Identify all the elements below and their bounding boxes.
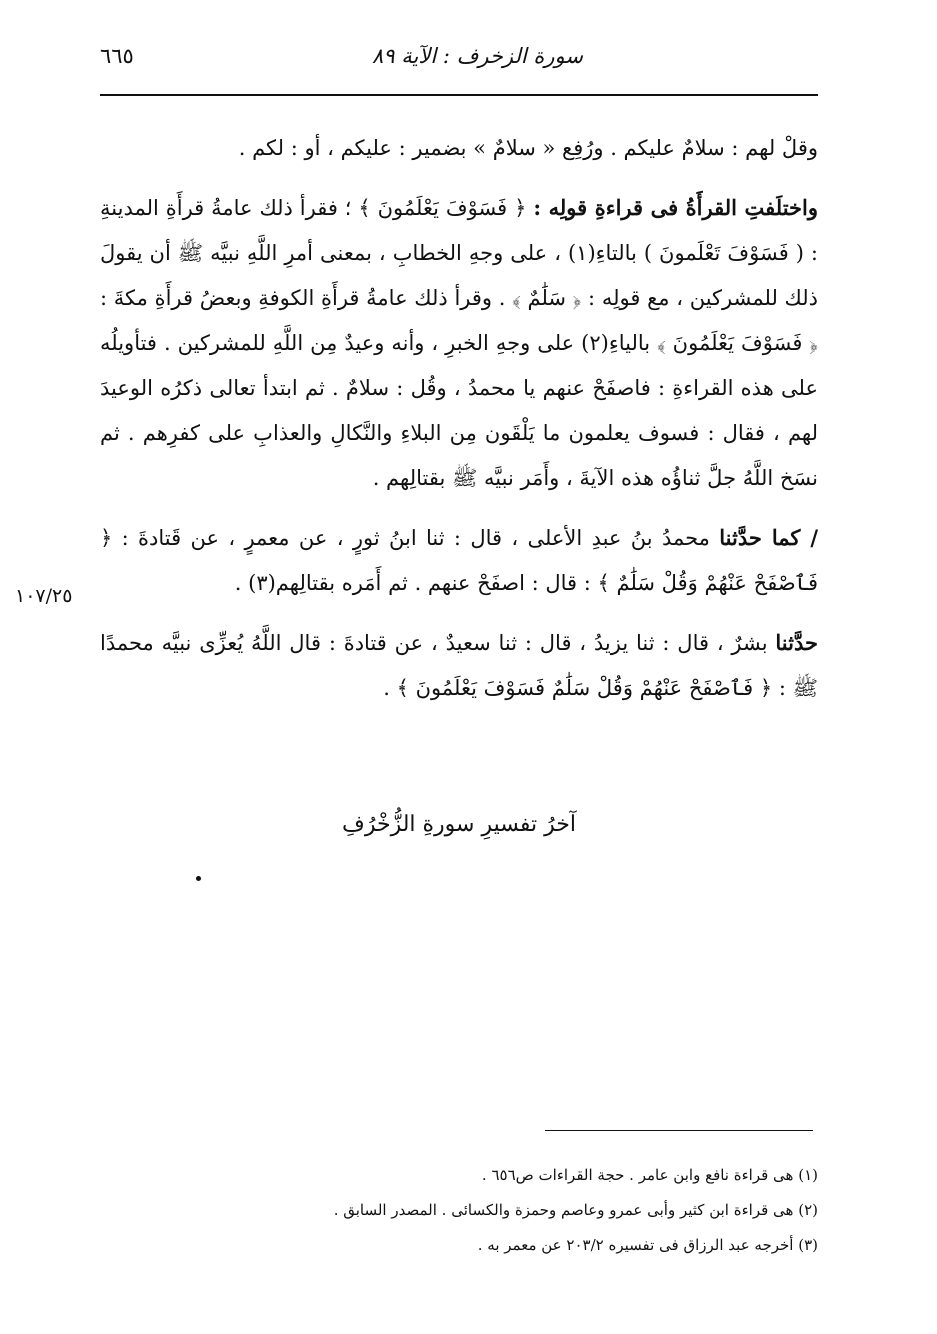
paragraph-lead: / كما حدَّثنا	[719, 525, 818, 550]
paragraph-text: ﴿ فَسَوْفَ يَعْلَمُونَ ﴾ ؛ فقرأ ذلك عامةُ قرأَةِ المدينةِ : ( فَسَوْفَ تَعْلَمونَ ) بالتاءِ(١) ، على وجهِ الخطابِ ، بمعنى أمرِ اللَّهِ نبيَّه ﷺ أن يقولَ ذلك للمشركين ، مع قولِه : ﴿ سَلَٰمٌ ﴾ . وقرأ ذلك عامةُ قرأَةِ الكوفةِ وبعضُ قرأَةِ مكةَ : ﴿ فَسَوْفَ يَعْلَمُونَ ﴾ بالياءِ(٢) على وجهِ الخبرِ ، وأنه وعيدٌ مِن اللَّهِ للمشركين . فتأويلُه على هذه القراءةِ : فاصفَحْ عنهم يا محمدُ ، وقُل : سلامٌ . ثم ابتدأ تعالى ذكرُه الوعيدَ لهم ، فقال : فسوف يعلمون ما يَلْقَون مِن البلاءِ والنَّكالِ والعذابِ على كفرِهم . ثم نسَخ اللَّهُ جلَّ ثناؤُه هذه الآيةَ ، وأَمَر نبيَّه ﷺ بقتالِهم .	[100, 196, 818, 490]
header-rule	[100, 94, 818, 96]
main-text	[100, 125, 818, 711]
paragraph-lead: واختلَفتِ القرأَةُ فى قراءةِ قولِه :	[533, 195, 818, 220]
footnote: (١) هى قراءة نافع وابن عامر . حجة القراءات ص٦٥٦ .	[481, 1166, 818, 1184]
footnote-rule	[545, 1130, 813, 1131]
closing-line: آخرُ تفسيرِ سورةِ الزُّخْرُفِ	[342, 812, 576, 837]
paragraph	[100, 515, 818, 606]
footnote: (٣) أخرجه عبد الرزاق فى تفسيره ٢٠٣/٢ عن معمر به .	[477, 1236, 818, 1254]
running-title: سورة الزخرف : الآية ٨٩	[372, 44, 583, 68]
paragraph-text: بشرٌ ، قال : ثنا يزيدُ ، قال : ثنا سعيدٌ ، عن قتادةَ : قال اللَّهُ يُعزِّى نبيَّه محمدًا ﷺ : ﴿ فَٱصْفَحْ عَنْهُمْ وَقُلْ سَلَٰمٌ فَسَوْفَ يَعْلَمُونَ ﴾ .	[100, 631, 818, 700]
margin-reference: ١٠٧/٢٥	[15, 585, 73, 607]
page-number: ٦٦٥	[100, 44, 134, 68]
paragraph-text: وقلْ لهم : سلامٌ عليكم . ورُفِع « سلامٌ » بضمير : عليكم ، أو : لكم .	[238, 136, 818, 160]
footnotes	[100, 1158, 818, 1263]
paragraph	[100, 185, 818, 501]
page-header	[100, 44, 818, 94]
paragraph-text: محمدُ بنُ عبدِ الأعلى ، قال : ثنا ابنُ ثورٍ ، عن معمرٍ ، عن قَتادةَ : ﴿ فَٱصْفَحْ عَنْهُمْ وَقُلْ سَلَٰمٌ ﴾ : قال : اصفَحْ عنهم . ثم أَمَره بقتالِهم(٣) .	[100, 526, 818, 595]
paragraph	[100, 620, 818, 711]
footnote: (٢) هى قراءة ابن كثير وأبى عمرو وعاصم وحمزة والكسائى . المصدر السابق .	[333, 1201, 818, 1219]
paragraph	[100, 125, 818, 171]
ink-dot	[196, 876, 201, 881]
paragraph-lead: حدَّثنا	[775, 630, 818, 655]
